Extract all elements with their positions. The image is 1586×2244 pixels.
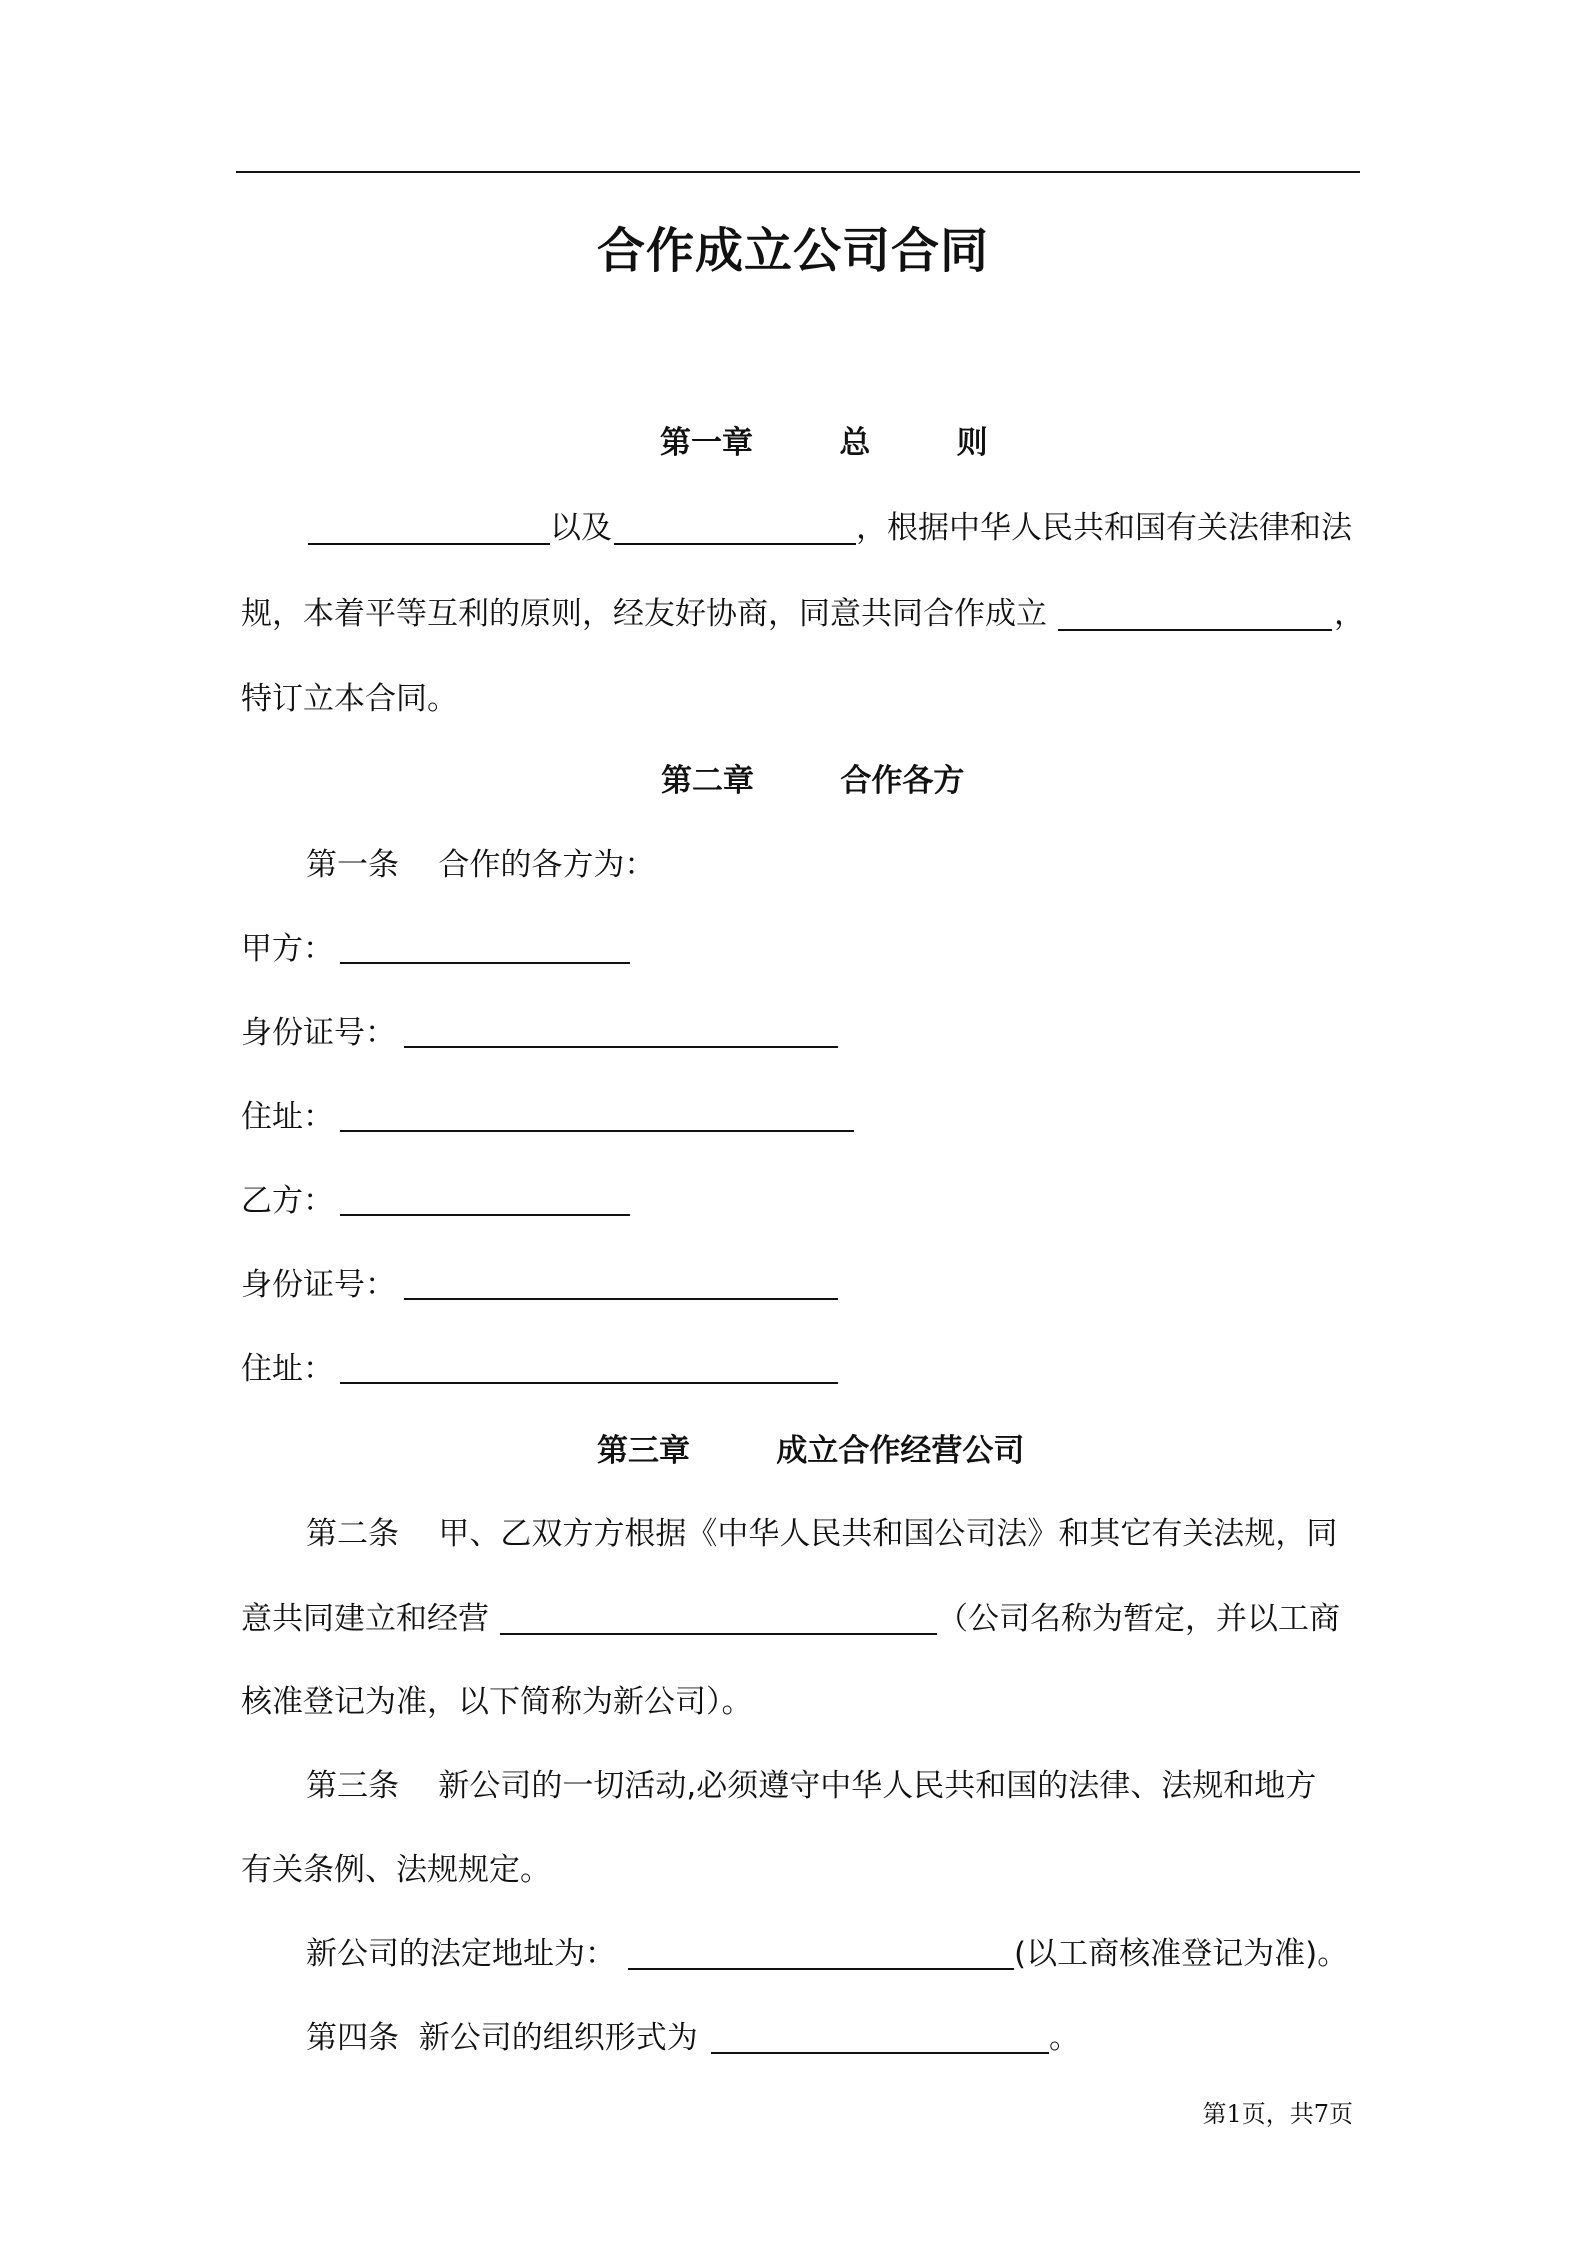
- party-a-address-label: 住址：: [241, 1099, 334, 1135]
- party-b-id-label: 身份证号：: [241, 1267, 396, 1303]
- party-b-address-label: 住址：: [241, 1351, 334, 1387]
- paragraph-text: ，: [1334, 596, 1365, 632]
- party-b-field[interactable]: [340, 1214, 630, 1216]
- article-2-line-2-suffix: （公司名称为暂定，并以工商: [937, 1601, 1340, 1637]
- article-4-suffix: 。: [1049, 2020, 1080, 2056]
- article-2-line-3: 核准登记为准，以下简称为新公司）。: [241, 1684, 753, 1720]
- article-4-label: 第四条 新公司的组织形式为: [306, 2020, 698, 2056]
- party-b-id-field[interactable]: [404, 1298, 838, 1300]
- article-2-line-1: 第二条 甲、乙双方方根据《中华人民共和国公司法》和其它有关法规，同: [306, 1516, 1338, 1552]
- paragraph-text: 以及: [550, 510, 612, 546]
- chapter-1-heading: 第一章 总 则: [660, 425, 988, 461]
- paragraph-text: 特订立本合同。: [241, 681, 458, 717]
- party-b-label: 乙方：: [241, 1183, 334, 1219]
- blank-company-name[interactable]: [1058, 629, 1332, 631]
- blank-party-1[interactable]: [308, 543, 550, 545]
- chapter-3-heading: 第三章 成立合作经营公司: [597, 1433, 1025, 1469]
- blank-party-2[interactable]: [614, 543, 856, 545]
- party-a-field[interactable]: [340, 962, 630, 964]
- paragraph-text: 规，本着平等互利的原则，经友好协商，同意共同合作成立: [241, 596, 1047, 632]
- paragraph-text: ，根据中华人民共和国有关法律和法: [856, 510, 1352, 546]
- article-3-line-1: 第三条 新公司的一切活动,必须遵守中华人民共和国的法律、法规和地方: [306, 1768, 1317, 1804]
- party-a-label: 甲方：: [241, 931, 334, 967]
- legal-address-label: 新公司的法定地址为：: [306, 1936, 616, 1972]
- party-a-id-field[interactable]: [404, 1046, 838, 1048]
- header-rule: [236, 171, 1360, 173]
- blank-company-operate[interactable]: [500, 1633, 937, 1635]
- legal-address-field[interactable]: [628, 1968, 1014, 1970]
- document-title: 合作成立公司合同: [596, 223, 989, 279]
- party-b-address-field[interactable]: [340, 1382, 838, 1384]
- article-2-line-2: 意共同建立和经营: [241, 1601, 489, 1637]
- party-a-id-label: 身份证号：: [241, 1015, 396, 1051]
- article-1: 第一条 合作的各方为：: [306, 847, 656, 883]
- chapter-2-heading: 第二章 合作各方: [661, 763, 965, 799]
- organization-form-field[interactable]: [711, 2052, 1049, 2054]
- article-3-line-2: 有关条例、法规规定。: [241, 1852, 551, 1888]
- legal-address-suffix: (以工商核准登记为准)。: [1014, 1936, 1349, 1972]
- page-footer: 第1页，共7页: [1202, 2100, 1353, 2128]
- party-a-address-field[interactable]: [340, 1130, 854, 1132]
